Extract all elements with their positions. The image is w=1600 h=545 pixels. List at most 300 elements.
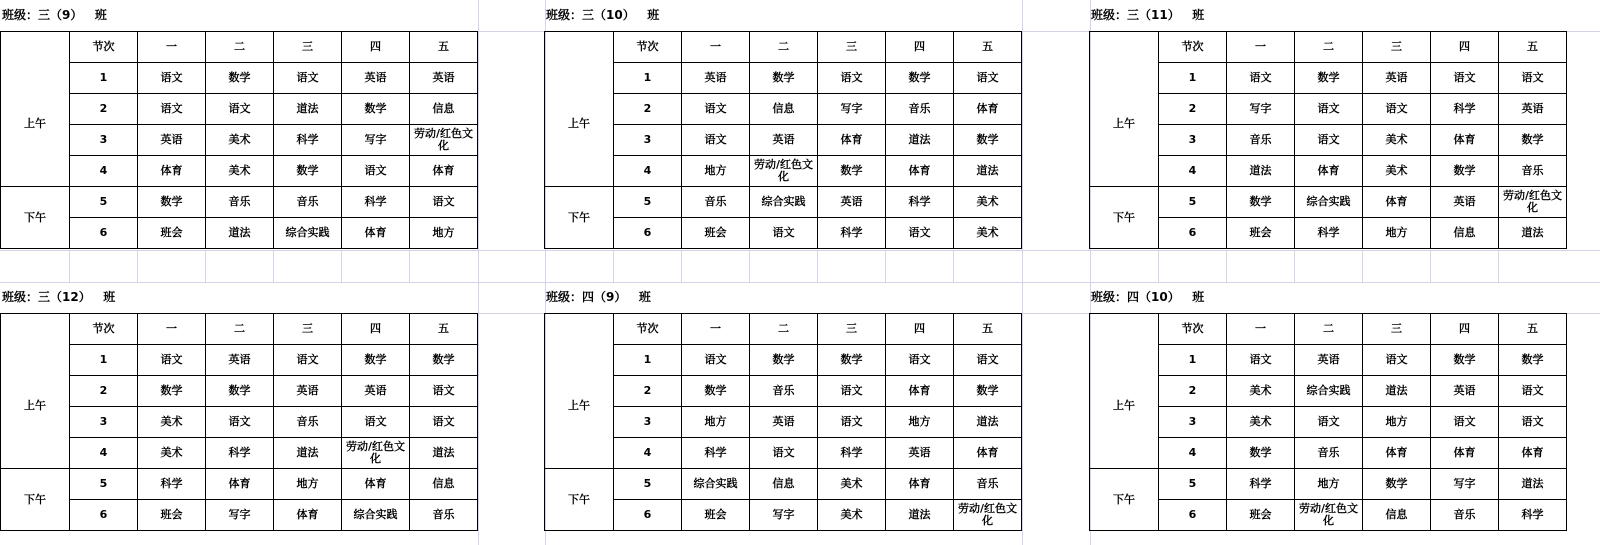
- day-header-cell[interactable]: 三: [818, 314, 886, 345]
- subject-cell[interactable]: 语文: [954, 345, 1022, 376]
- table-row: [1, 63, 478, 94]
- timetable-grid: [544, 31, 1022, 249]
- subject-cell[interactable]: 美术: [138, 438, 206, 469]
- subject-cell[interactable]: 数学: [342, 345, 410, 376]
- subject-cell[interactable]: 音乐: [1295, 438, 1363, 469]
- subject-cell[interactable]: 美术: [138, 407, 206, 438]
- subject-cell[interactable]: [410, 125, 478, 156]
- subject-cell[interactable]: 数学: [750, 345, 818, 376]
- subject-cell[interactable]: 美术: [206, 125, 274, 156]
- subject-cell[interactable]: 综合实践: [682, 469, 750, 500]
- period-number-cell[interactable]: 2: [614, 94, 682, 125]
- subject-cell[interactable]: 音乐: [1431, 500, 1499, 531]
- table-row: [545, 125, 1022, 156]
- period-header-cell[interactable]: 节次: [70, 314, 138, 345]
- period-number-cell[interactable]: 2: [70, 376, 138, 407]
- subject-cell[interactable]: 数学: [1431, 345, 1499, 376]
- subject-cell-text: 劳动/红色文化: [1298, 502, 1359, 527]
- day-header-cell[interactable]: 二: [750, 314, 818, 345]
- subject-cell[interactable]: 体育: [342, 218, 410, 249]
- period-number-cell[interactable]: 6: [614, 218, 682, 249]
- subject-cell[interactable]: 音乐: [274, 187, 342, 218]
- period-number-cell[interactable]: 5: [1159, 469, 1227, 500]
- subject-cell[interactable]: 语文: [410, 407, 478, 438]
- subject-cell[interactable]: 数学: [818, 156, 886, 187]
- subject-cell[interactable]: 音乐: [750, 376, 818, 407]
- subject-cell[interactable]: 英语: [410, 63, 478, 94]
- subject-cell[interactable]: 语文: [818, 376, 886, 407]
- subject-cell[interactable]: 信息: [410, 469, 478, 500]
- subject-cell[interactable]: 综合实践: [1295, 187, 1363, 218]
- class-title[interactable]: 班级：三（11） 班: [1091, 8, 1205, 22]
- day-header-cell[interactable]: 四: [342, 314, 410, 345]
- subject-cell[interactable]: 写字: [206, 500, 274, 531]
- day-header-cell[interactable]: 五: [410, 32, 478, 63]
- subject-cell[interactable]: 音乐: [274, 407, 342, 438]
- subject-cell[interactable]: 语文: [1295, 94, 1363, 125]
- class-timetable: [0, 282, 478, 535]
- subject-cell[interactable]: 道法: [1363, 376, 1431, 407]
- subject-cell[interactable]: 体育: [410, 156, 478, 187]
- subject-cell[interactable]: 数学: [1363, 469, 1431, 500]
- table-row: [1090, 376, 1567, 407]
- subject-cell[interactable]: 数学: [206, 376, 274, 407]
- subject-cell[interactable]: 数学: [1499, 345, 1567, 376]
- subject-cell[interactable]: 地方: [274, 469, 342, 500]
- period-header-cell[interactable]: 节次: [70, 32, 138, 63]
- day-header-cell[interactable]: 一: [1227, 32, 1295, 63]
- afternoon-label-cell[interactable]: 下午: [1, 469, 70, 531]
- period-number-cell[interactable]: 5: [614, 187, 682, 218]
- subject-cell[interactable]: 美术: [954, 218, 1022, 249]
- subject-cell[interactable]: 道法: [274, 94, 342, 125]
- period-number-cell[interactable]: 3: [1159, 125, 1227, 156]
- subject-cell[interactable]: 体育: [274, 500, 342, 531]
- day-header-cell[interactable]: 四: [1431, 314, 1499, 345]
- subject-cell[interactable]: 音乐: [682, 187, 750, 218]
- subject-cell[interactable]: 道法: [1227, 156, 1295, 187]
- subject-cell[interactable]: 体育: [886, 376, 954, 407]
- subject-cell[interactable]: 道法: [954, 407, 1022, 438]
- table-row: [545, 469, 1022, 500]
- header-row: [545, 314, 1022, 345]
- subject-cell[interactable]: 英语: [1499, 94, 1567, 125]
- subject-cell[interactable]: 写字: [342, 125, 410, 156]
- subject-cell[interactable]: 语文: [1363, 94, 1431, 125]
- subject-cell[interactable]: 道法: [886, 500, 954, 531]
- subject-cell[interactable]: 语文: [1499, 376, 1567, 407]
- subject-cell[interactable]: 科学: [818, 218, 886, 249]
- subject-cell[interactable]: 数学: [682, 376, 750, 407]
- subject-cell[interactable]: 科学: [274, 125, 342, 156]
- subject-cell[interactable]: 音乐: [1227, 125, 1295, 156]
- subject-cell[interactable]: 数学: [818, 345, 886, 376]
- subject-cell[interactable]: 英语: [206, 345, 274, 376]
- morning-label-cell[interactable]: 上午: [545, 345, 614, 469]
- subject-cell[interactable]: 科学: [886, 187, 954, 218]
- subject-cell[interactable]: 地方: [1363, 407, 1431, 438]
- subject-cell[interactable]: 写字: [1431, 469, 1499, 500]
- corner-cell[interactable]: [1, 314, 70, 345]
- period-number-cell[interactable]: 1: [1159, 345, 1227, 376]
- day-header-cell[interactable]: 五: [410, 314, 478, 345]
- subject-cell[interactable]: 地方: [1295, 469, 1363, 500]
- period-number-cell[interactable]: 2: [70, 94, 138, 125]
- subject-cell[interactable]: 英语: [682, 63, 750, 94]
- subject-cell[interactable]: [954, 500, 1022, 531]
- subject-cell[interactable]: 语文: [206, 407, 274, 438]
- subject-cell[interactable]: 道法: [886, 125, 954, 156]
- subject-cell[interactable]: 科学: [1431, 94, 1499, 125]
- subject-cell[interactable]: 道法: [1499, 469, 1567, 500]
- subject-cell[interactable]: 数学: [1431, 156, 1499, 187]
- table-row: [545, 63, 1022, 94]
- afternoon-label-cell[interactable]: 下午: [545, 469, 614, 531]
- subject-cell[interactable]: 语文: [682, 125, 750, 156]
- subject-cell[interactable]: 地方: [886, 407, 954, 438]
- period-number-cell[interactable]: 4: [70, 438, 138, 469]
- subject-cell[interactable]: 班会: [138, 500, 206, 531]
- subject-cell[interactable]: 语文: [138, 94, 206, 125]
- subject-cell[interactable]: [342, 438, 410, 469]
- subject-cell[interactable]: 班会: [682, 500, 750, 531]
- period-number-cell[interactable]: 6: [70, 218, 138, 249]
- subject-cell[interactable]: 数学: [274, 156, 342, 187]
- table-row: [545, 376, 1022, 407]
- corner-cell[interactable]: [545, 314, 614, 345]
- afternoon-label-cell[interactable]: 下午: [1, 187, 70, 249]
- subject-cell[interactable]: 语文: [1363, 345, 1431, 376]
- subject-cell[interactable]: 写字: [750, 500, 818, 531]
- subject-cell[interactable]: 英语: [750, 407, 818, 438]
- subject-cell[interactable]: 美术: [1363, 156, 1431, 187]
- day-header-cell[interactable]: 二: [206, 32, 274, 63]
- day-header-cell[interactable]: 一: [138, 32, 206, 63]
- afternoon-label-cell[interactable]: 下午: [545, 187, 614, 249]
- subject-cell[interactable]: 科学: [138, 469, 206, 500]
- subject-cell[interactable]: 语文: [750, 218, 818, 249]
- day-header-cell[interactable]: 三: [1363, 32, 1431, 63]
- subject-cell[interactable]: 数学: [342, 94, 410, 125]
- subject-cell[interactable]: 音乐: [1499, 156, 1567, 187]
- subject-cell[interactable]: 科学: [1499, 500, 1567, 531]
- subject-cell[interactable]: 英语: [138, 125, 206, 156]
- subject-cell[interactable]: 体育: [818, 125, 886, 156]
- subject-cell[interactable]: 语文: [750, 438, 818, 469]
- period-header-cell[interactable]: 节次: [1159, 314, 1227, 345]
- corner-cell[interactable]: [545, 32, 614, 63]
- subject-cell[interactable]: 信息: [1363, 500, 1431, 531]
- subject-cell[interactable]: 语文: [1295, 407, 1363, 438]
- subject-cell[interactable]: [1499, 187, 1567, 218]
- subject-cell[interactable]: 地方: [1363, 218, 1431, 249]
- morning-label-cell[interactable]: 上午: [1090, 345, 1159, 469]
- subject-cell[interactable]: 语文: [342, 407, 410, 438]
- period-number-cell[interactable]: 2: [1159, 94, 1227, 125]
- subject-cell[interactable]: 科学: [818, 438, 886, 469]
- period-number-cell[interactable]: 5: [614, 469, 682, 500]
- period-number-cell[interactable]: 2: [1159, 376, 1227, 407]
- period-number-cell[interactable]: 1: [1159, 63, 1227, 94]
- subject-cell[interactable]: 科学: [682, 438, 750, 469]
- day-header-cell[interactable]: 三: [818, 32, 886, 63]
- day-header-cell[interactable]: 四: [886, 32, 954, 63]
- period-number-cell[interactable]: 2: [614, 376, 682, 407]
- subject-cell-text: 劳动/红色文化: [753, 158, 814, 183]
- period-number-cell[interactable]: 3: [70, 125, 138, 156]
- table-row: [1090, 500, 1567, 531]
- subject-cell[interactable]: 体育: [954, 94, 1022, 125]
- subject-cell[interactable]: 英语: [750, 125, 818, 156]
- class-title[interactable]: 班级：三（12） 班: [2, 290, 116, 304]
- subject-cell[interactable]: 科学: [342, 187, 410, 218]
- day-header-cell[interactable]: 四: [886, 314, 954, 345]
- subject-cell[interactable]: 信息: [410, 94, 478, 125]
- subject-cell[interactable]: 语文: [206, 94, 274, 125]
- subject-cell[interactable]: 英语: [1295, 345, 1363, 376]
- subject-cell[interactable]: 语文: [1295, 125, 1363, 156]
- subject-cell[interactable]: 道法: [1499, 218, 1567, 249]
- subject-cell[interactable]: 道法: [954, 156, 1022, 187]
- subject-cell[interactable]: 数学: [886, 63, 954, 94]
- subject-cell[interactable]: 美术: [818, 500, 886, 531]
- subject-cell-text: 劳动/红色文化: [345, 440, 406, 465]
- subject-cell[interactable]: 语文: [410, 376, 478, 407]
- period-number-cell[interactable]: 1: [614, 345, 682, 376]
- table-row: [545, 187, 1022, 218]
- subject-cell[interactable]: 语文: [1227, 63, 1295, 94]
- subject-cell[interactable]: 体育: [886, 156, 954, 187]
- subject-cell[interactable]: 数学: [1499, 125, 1567, 156]
- day-header-cell[interactable]: 五: [954, 32, 1022, 63]
- subject-cell[interactable]: 写字: [1227, 94, 1295, 125]
- subject-cell[interactable]: 体育: [1499, 438, 1567, 469]
- morning-label-cell[interactable]: 上午: [1, 63, 70, 187]
- period-number-cell[interactable]: 4: [1159, 438, 1227, 469]
- subject-cell[interactable]: 体育: [1431, 125, 1499, 156]
- period-number-cell[interactable]: 3: [70, 407, 138, 438]
- table-row: [545, 345, 1022, 376]
- period-number-cell[interactable]: 3: [1159, 407, 1227, 438]
- table-row: [1090, 469, 1567, 500]
- subject-cell[interactable]: 数学: [138, 376, 206, 407]
- subject-cell[interactable]: 英语: [342, 376, 410, 407]
- subject-cell[interactable]: 语文: [274, 345, 342, 376]
- subject-cell[interactable]: 美术: [1227, 376, 1295, 407]
- subject-cell[interactable]: 语文: [886, 345, 954, 376]
- subject-cell[interactable]: 体育: [886, 469, 954, 500]
- subject-cell[interactable]: 体育: [954, 438, 1022, 469]
- subject-cell[interactable]: 体育: [1363, 187, 1431, 218]
- header-row: [1090, 314, 1567, 345]
- subject-cell[interactable]: 科学: [1295, 218, 1363, 249]
- subject-cell[interactable]: 数学: [1227, 438, 1295, 469]
- subject-cell[interactable]: 综合实践: [750, 187, 818, 218]
- day-header-cell[interactable]: 五: [1499, 32, 1567, 63]
- subject-cell[interactable]: 语文: [342, 156, 410, 187]
- subject-cell[interactable]: 英语: [1431, 376, 1499, 407]
- day-header-cell[interactable]: 二: [1295, 314, 1363, 345]
- subject-cell[interactable]: 语文: [682, 345, 750, 376]
- subject-cell[interactable]: 英语: [886, 438, 954, 469]
- subject-cell[interactable]: 写字: [818, 94, 886, 125]
- subject-cell[interactable]: 语文: [410, 187, 478, 218]
- period-number-cell[interactable]: 1: [70, 63, 138, 94]
- subject-cell[interactable]: 综合实践: [342, 500, 410, 531]
- subject-cell[interactable]: 数学: [410, 345, 478, 376]
- corner-cell[interactable]: [1, 32, 70, 63]
- subject-cell[interactable]: 体育: [342, 469, 410, 500]
- morning-label-cell[interactable]: 上午: [1, 345, 70, 469]
- subject-cell[interactable]: 班会: [1227, 218, 1295, 249]
- day-header-cell[interactable]: 二: [206, 314, 274, 345]
- subject-cell[interactable]: 数学: [750, 63, 818, 94]
- subject-cell[interactable]: 英语: [1431, 187, 1499, 218]
- corner-cell[interactable]: [1090, 32, 1159, 63]
- class-title[interactable]: 班级：三（9） 班: [2, 8, 107, 22]
- subject-cell[interactable]: 英语: [1363, 63, 1431, 94]
- afternoon-label-cell[interactable]: 下午: [1090, 187, 1159, 249]
- period-header-cell[interactable]: 节次: [1159, 32, 1227, 63]
- subject-cell[interactable]: 道法: [410, 438, 478, 469]
- subject-cell[interactable]: 道法: [206, 218, 274, 249]
- morning-label-cell[interactable]: 上午: [1090, 63, 1159, 187]
- period-number-cell[interactable]: 6: [70, 500, 138, 531]
- corner-cell[interactable]: [1090, 314, 1159, 345]
- class-title[interactable]: 班级：四（9） 班: [546, 290, 651, 304]
- table-row: [1090, 125, 1567, 156]
- subject-cell[interactable]: 语文: [1227, 345, 1295, 376]
- subject-cell[interactable]: 英语: [818, 187, 886, 218]
- subject-cell-text: 劳动/红色文化: [957, 502, 1018, 527]
- period-number-cell[interactable]: 3: [614, 125, 682, 156]
- subject-cell[interactable]: 语文: [138, 345, 206, 376]
- day-header-cell[interactable]: 四: [1431, 32, 1499, 63]
- subject-cell[interactable]: 语文: [274, 63, 342, 94]
- period-number-cell[interactable]: 5: [1159, 187, 1227, 218]
- day-header-cell[interactable]: 三: [274, 314, 342, 345]
- subject-cell[interactable]: 体育: [1363, 438, 1431, 469]
- day-header-cell[interactable]: 五: [954, 314, 1022, 345]
- table-row: [1, 407, 478, 438]
- subject-cell[interactable]: 班会: [682, 218, 750, 249]
- subject-cell[interactable]: 信息: [750, 469, 818, 500]
- day-header-cell[interactable]: 一: [682, 314, 750, 345]
- subject-cell[interactable]: 数学: [954, 376, 1022, 407]
- subject-cell[interactable]: 语文: [886, 218, 954, 249]
- subject-cell[interactable]: 语文: [682, 94, 750, 125]
- period-number-cell[interactable]: 4: [1159, 156, 1227, 187]
- subject-cell[interactable]: 美术: [818, 469, 886, 500]
- subject-cell[interactable]: 音乐: [886, 94, 954, 125]
- subject-cell[interactable]: 语文: [1499, 407, 1567, 438]
- subject-cell[interactable]: 体育: [1295, 156, 1363, 187]
- subject-cell[interactable]: 语文: [818, 407, 886, 438]
- subject-cell[interactable]: 美术: [1363, 125, 1431, 156]
- period-number-cell[interactable]: 6: [614, 500, 682, 531]
- subject-cell[interactable]: 数学: [1295, 63, 1363, 94]
- subject-cell[interactable]: 语文: [954, 63, 1022, 94]
- period-number-cell[interactable]: 5: [70, 187, 138, 218]
- subject-cell[interactable]: 地方: [410, 218, 478, 249]
- morning-label-cell[interactable]: 上午: [545, 63, 614, 187]
- table-row: [1090, 156, 1567, 187]
- day-header-cell[interactable]: 三: [1363, 314, 1431, 345]
- subject-cell[interactable]: 语文: [818, 63, 886, 94]
- subject-cell[interactable]: 音乐: [206, 187, 274, 218]
- period-header-cell[interactable]: 节次: [614, 32, 682, 63]
- subject-cell[interactable]: 地方: [682, 407, 750, 438]
- afternoon-label-cell[interactable]: 下午: [1090, 469, 1159, 531]
- subject-cell[interactable]: 语文: [1431, 407, 1499, 438]
- subject-cell[interactable]: 体育: [206, 469, 274, 500]
- subject-cell[interactable]: 美术: [206, 156, 274, 187]
- period-header-cell[interactable]: 节次: [614, 314, 682, 345]
- subject-cell[interactable]: 数学: [954, 125, 1022, 156]
- subject-cell[interactable]: 综合实践: [274, 218, 342, 249]
- subject-cell[interactable]: 信息: [1431, 218, 1499, 249]
- subject-cell[interactable]: 班会: [138, 218, 206, 249]
- day-header-cell[interactable]: 一: [682, 32, 750, 63]
- table-row: [545, 438, 1022, 469]
- subject-cell[interactable]: 科学: [1227, 469, 1295, 500]
- subject-cell[interactable]: 数学: [206, 63, 274, 94]
- class-title[interactable]: 班级：四（10） 班: [1091, 290, 1205, 304]
- subject-cell[interactable]: 体育: [138, 156, 206, 187]
- subject-cell[interactable]: 信息: [750, 94, 818, 125]
- subject-cell[interactable]: 语文: [1499, 63, 1567, 94]
- period-number-cell[interactable]: 6: [1159, 500, 1227, 531]
- subject-cell[interactable]: [750, 156, 818, 187]
- subject-cell[interactable]: [1295, 500, 1363, 531]
- day-header-cell[interactable]: 三: [274, 32, 342, 63]
- day-header-cell[interactable]: 二: [1295, 32, 1363, 63]
- subject-cell[interactable]: 综合实践: [1295, 376, 1363, 407]
- period-number-cell[interactable]: 6: [1159, 218, 1227, 249]
- period-number-cell[interactable]: 4: [614, 438, 682, 469]
- subject-cell[interactable]: 道法: [274, 438, 342, 469]
- table-row: [1, 469, 478, 500]
- day-header-cell[interactable]: 一: [138, 314, 206, 345]
- day-header-cell[interactable]: 二: [750, 32, 818, 63]
- period-number-cell[interactable]: 4: [614, 156, 682, 187]
- subject-cell[interactable]: 科学: [206, 438, 274, 469]
- subject-cell-text: 劳动/红色文化: [1502, 189, 1563, 214]
- subject-cell[interactable]: 美术: [954, 187, 1022, 218]
- period-number-cell[interactable]: 4: [70, 156, 138, 187]
- subject-cell[interactable]: 美术: [1227, 407, 1295, 438]
- day-header-cell[interactable]: 一: [1227, 314, 1295, 345]
- subject-cell[interactable]: 音乐: [410, 500, 478, 531]
- period-number-cell[interactable]: 1: [70, 345, 138, 376]
- subject-cell[interactable]: 音乐: [954, 469, 1022, 500]
- subject-cell[interactable]: 英语: [342, 63, 410, 94]
- subject-cell[interactable]: 语文: [1431, 63, 1499, 94]
- subject-cell[interactable]: 班会: [1227, 500, 1295, 531]
- period-number-cell[interactable]: 1: [614, 63, 682, 94]
- day-header-cell[interactable]: 五: [1499, 314, 1567, 345]
- class-title[interactable]: 班级：三（10） 班: [546, 8, 660, 22]
- subject-cell[interactable]: 数学: [1227, 187, 1295, 218]
- period-number-cell[interactable]: 3: [614, 407, 682, 438]
- subject-cell[interactable]: 体育: [1431, 438, 1499, 469]
- subject-cell[interactable]: 数学: [138, 187, 206, 218]
- period-number-cell[interactable]: 5: [70, 469, 138, 500]
- day-header-cell[interactable]: 四: [342, 32, 410, 63]
- subject-cell[interactable]: 地方: [682, 156, 750, 187]
- subject-cell[interactable]: 语文: [138, 63, 206, 94]
- subject-cell[interactable]: 英语: [274, 376, 342, 407]
